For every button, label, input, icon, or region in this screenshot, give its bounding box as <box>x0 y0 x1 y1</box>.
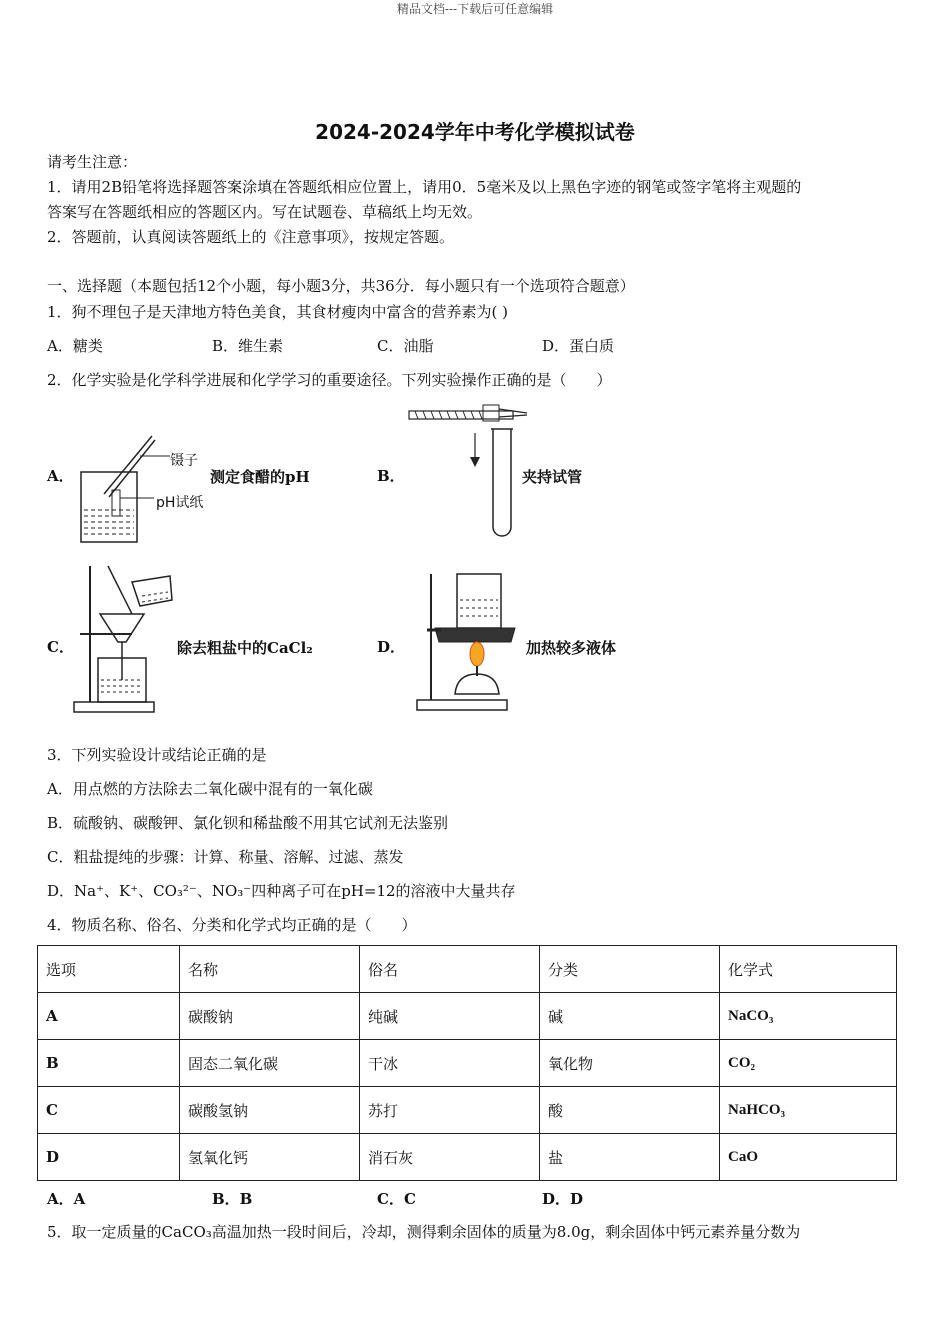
table-cell: NaCO₃ <box>720 993 897 1040</box>
q4-table <box>37 945 897 1181</box>
table-header-cell: 俗名 <box>360 946 540 993</box>
q3-stem: 3．下列实验设计或结论正确的是 <box>47 746 267 764</box>
q1-option-b: B．维生素 <box>212 337 284 355</box>
q2-option-a-text: 测定食醋的pH <box>210 468 310 486</box>
table-cell: A <box>38 993 180 1040</box>
table-cell: D <box>38 1134 180 1181</box>
table-cell: NaHCO₃ <box>720 1087 897 1134</box>
notice-line-1a: 1．请用2B铅笔将选择题答案涂填在答题纸相应位置上，请用0．5毫米及以上黑色字迹的钢笔或签字笔将主观题的 <box>47 178 802 196</box>
table-cell: 碳酸钠 <box>180 993 360 1040</box>
table-cell: C <box>38 1087 180 1134</box>
table-header-row <box>38 946 897 993</box>
q3-option-c: C．粗盐提纯的步骤：计算、称量、溶解、过滤、蒸发 <box>47 848 404 866</box>
table-cell: 氢氧化钙 <box>180 1134 360 1181</box>
q3-option-b: B．硫酸钠、碳酸钾、氯化钡和稀盐酸不用其它试剂无法鉴别 <box>47 814 449 832</box>
notice-heading: 请考生注意： <box>47 153 138 171</box>
q4-option-d: D．D <box>542 1190 584 1208</box>
q2-option-c-text: 除去粗盐中的CaCl₂ <box>177 639 313 657</box>
q2-option-d-text: 加热较多液体 <box>526 639 617 657</box>
notice-line-1b: 答案写在答题纸相应的答题区内。写在试题卷、草稿纸上均无效。 <box>47 203 483 221</box>
table-cell: 苏打 <box>360 1087 540 1134</box>
table-cell: 盐 <box>540 1134 720 1181</box>
q1-option-c: C．油脂 <box>377 337 434 355</box>
q4-option-b: B．B <box>212 1190 253 1208</box>
q2-option-c-letter: C． <box>47 638 74 656</box>
table-cell: 纯碱 <box>360 993 540 1040</box>
q2-option-b-text: 夹持试管 <box>522 468 583 486</box>
tube-holder-figure <box>405 403 530 547</box>
q2-option-a-letter: A． <box>47 467 74 485</box>
table-header-cell: 选项 <box>38 946 180 993</box>
q4-stem: 4．物质名称、俗名、分类和化学式均正确的是（ ） <box>47 916 417 934</box>
table-row <box>38 993 897 1040</box>
q4-option-c: C．C <box>377 1190 416 1208</box>
heating-figure <box>415 570 520 719</box>
ph-paper-label: pH试纸 <box>156 495 204 511</box>
q2-option-b-letter: B． <box>377 467 405 485</box>
table-row <box>38 1040 897 1087</box>
table-cell: 酸 <box>540 1087 720 1134</box>
q1-option-a: A．糖类 <box>47 337 103 355</box>
table-row <box>38 1087 897 1134</box>
table-cell: B <box>38 1040 180 1087</box>
q3-option-a: A．用点燃的方法除去二氧化碳中混有的一氧化碳 <box>47 780 373 798</box>
table-cell: 碱 <box>540 993 720 1040</box>
table-cell: 碳酸氢钠 <box>180 1087 360 1134</box>
section-heading: 一、选择题（本题包括12个小题，每小题3分，共36分．每小题只有一个选项符合题意） <box>47 277 635 295</box>
table-cell: CO₂ <box>720 1040 897 1087</box>
notice-line-2: 2．答题前，认真阅读答题纸上的《注意事项》，按规定答题。 <box>47 228 455 246</box>
page-title: 2024-2024学年中考化学模拟试卷 <box>315 120 635 144</box>
q2-option-d-letter: D． <box>377 638 406 656</box>
q3-option-d: D．Na⁺、K⁺、CO₃²⁻、NO₃⁻四种离子可在pH=12的溶液中大量共存 <box>47 882 516 900</box>
table-header-cell: 分类 <box>540 946 720 993</box>
tweezers-label: 镊子 <box>170 453 198 469</box>
filtration-figure <box>72 562 177 721</box>
table-cell: 消石灰 <box>360 1134 540 1181</box>
q1-option-d: D．蛋白质 <box>542 337 615 355</box>
table-cell: 固态二氧化碳 <box>180 1040 360 1087</box>
table-cell: CaO <box>720 1134 897 1181</box>
q5-stem: 5．取一定质量的CaCO₃高温加热一段时间后，冷却，测得剩余固体的质量为8.0g，剩余固体中钙元素养量分数为 <box>47 1223 801 1241</box>
q2-stem: 2．化学实验是化学科学进展和化学学习的重要途径。下列实验操作正确的是（ ） <box>47 371 612 389</box>
table-row <box>38 1134 897 1181</box>
table-header-cell: 化学式 <box>720 946 897 993</box>
table-header-cell: 名称 <box>180 946 360 993</box>
table-cell: 氧化物 <box>540 1040 720 1087</box>
table-cell: 干冰 <box>360 1040 540 1087</box>
q4-option-a: A．A <box>47 1190 86 1208</box>
q1-stem: 1．狗不理包子是天津地方特色美食，其食材瘦肉中富含的营养素为( ) <box>47 303 509 321</box>
page-header: 精品文档---下载后可任意编辑 <box>396 2 554 16</box>
